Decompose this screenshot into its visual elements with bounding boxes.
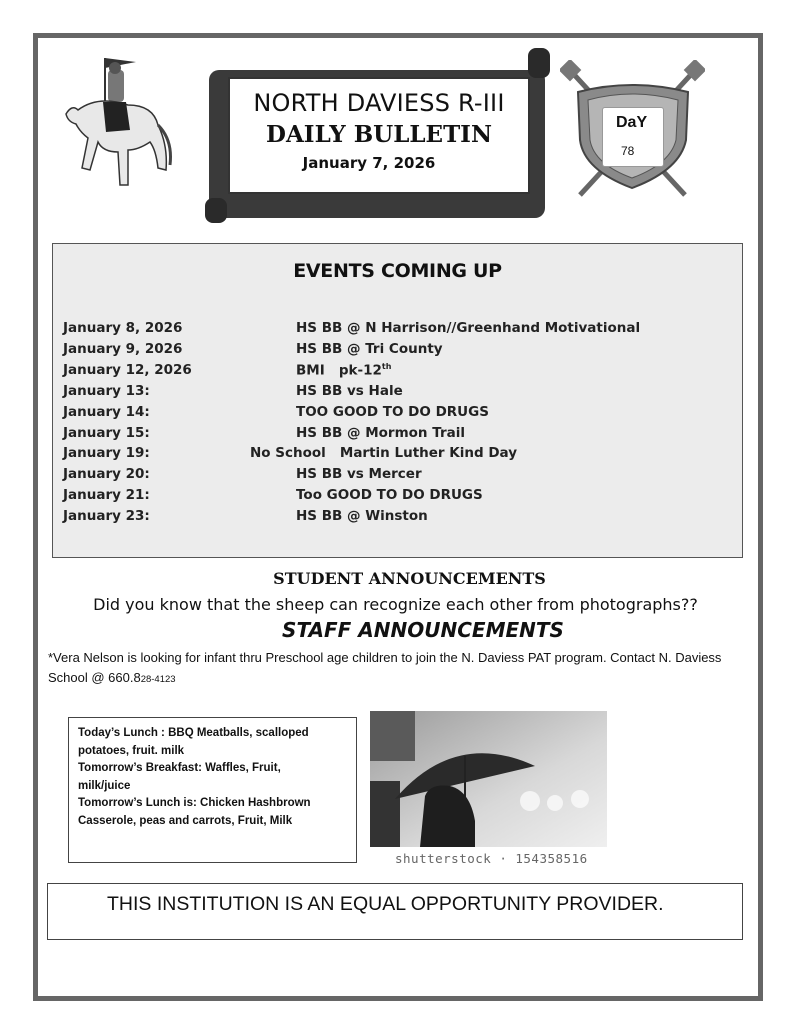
day-label: DaY <box>616 114 648 131</box>
event-date: January 21: <box>63 487 150 504</box>
event-description <box>296 404 489 420</box>
events-section <box>52 243 743 558</box>
event-description-superscript: th <box>381 361 392 371</box>
event-description-text: HS BB vs Mercer <box>296 466 422 483</box>
student-announcements-heading: STUDENT ANNOUNCEMENTS <box>273 569 546 588</box>
staff-announcements-heading: STAFF ANNOUNCEMENTS <box>282 618 564 642</box>
event-description <box>296 487 483 503</box>
lunch-menu-line: milk/juice <box>78 779 131 792</box>
staff-phone-tail: 28-4123 <box>140 674 176 685</box>
lunch-menu-line: Tomorrow’s Lunch is: Chicken Hashbrown <box>78 797 311 809</box>
equal-opportunity-statement: THIS INSTITUTION IS AN EQUAL OPPORTUNITY PROVIDER. <box>107 893 664 915</box>
lunch-menu-line: potatoes, fruit. milk <box>78 744 185 757</box>
event-description-text: HS BB @ Winston <box>296 508 428 525</box>
event-date: January 19: <box>63 445 150 462</box>
staff-announcement-body: *Vera Nelson is looking for infant thru Preschool age children to join the N. Daviess PAT program. Contact N. Daviess School @ 660.8 <box>48 650 722 685</box>
lunch-menu-line: Tomorrow’s Breakfast: Waffles, Fruit, <box>78 762 281 774</box>
event-description-text: HS BB @ N Harrison//Greenhand Motivational <box>296 320 641 336</box>
lunch-menu-line: Casserole, peas and carrots, Fruit, Milk <box>78 814 293 827</box>
event-date: January 23: <box>63 508 150 525</box>
lunch-menu-box <box>68 717 357 863</box>
event-description-text: No School Martin Luther Kind Day <box>250 445 518 462</box>
bulletin-title-panel <box>228 77 530 194</box>
bulletin-title: DAILY BULLETIN <box>266 121 492 148</box>
school-name: NORTH DAVIESS R-III <box>253 89 505 117</box>
event-description <box>296 320 640 336</box>
event-description <box>296 466 422 482</box>
event-description-text: Too GOOD TO DO DRUGS <box>296 487 483 504</box>
umbrella-photo <box>370 711 607 847</box>
event-description-text: TOO GOOD TO DO DRUGS <box>296 403 489 420</box>
event-description <box>296 341 443 357</box>
event-description <box>250 445 517 461</box>
knight-on-horse-logo <box>58 50 178 205</box>
event-date: January 12, 2026 <box>63 361 192 378</box>
event-date: January 8, 2026 <box>63 320 183 336</box>
event-description-text: HS BB vs Hale <box>296 382 403 399</box>
event-date: January 14: <box>63 403 150 420</box>
event-date: January 20: <box>63 466 150 483</box>
lunch-menu-line: Today’s Lunch : BBQ Meatballs, scalloped <box>78 727 309 739</box>
event-description-text: HS BB @ Tri County <box>296 340 443 357</box>
student-announcement-text: Did you know that the sheep can recognize each other from photographs?? <box>93 595 698 614</box>
event-description-text: BMI pk-12 <box>296 362 382 379</box>
event-description <box>296 425 465 441</box>
event-description <box>296 508 428 524</box>
bulletin-date: January 7, 2026 <box>302 154 436 172</box>
event-date: January 13: <box>63 382 150 399</box>
event-date: January 15: <box>63 424 150 441</box>
staff-announcement-text <box>48 648 758 690</box>
event-date: January 9, 2026 <box>63 340 183 357</box>
day-number: 78 <box>621 144 635 158</box>
photo-caption: shutterstock · 154358516 <box>395 851 588 866</box>
event-description <box>296 362 391 379</box>
event-description <box>296 383 403 399</box>
events-heading: EVENTS COMING UP <box>293 260 502 282</box>
event-description-text: HS BB @ Mormon Trail <box>296 424 465 441</box>
